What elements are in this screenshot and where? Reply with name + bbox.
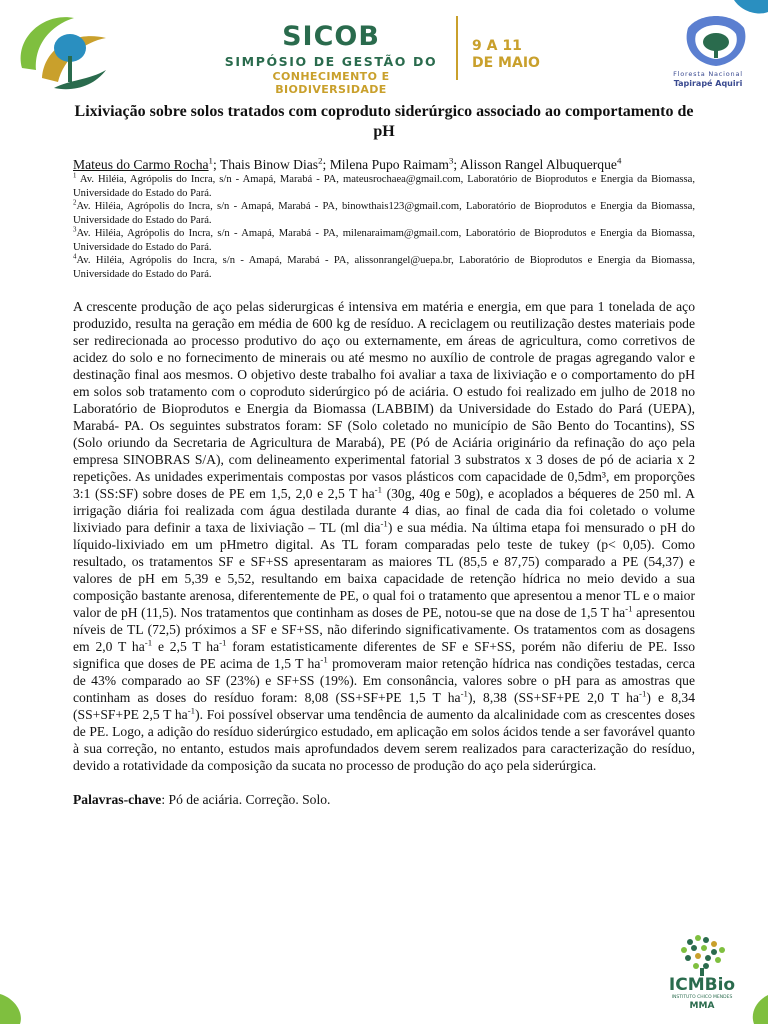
abstract-text: ) e 8,34 (SS+SF+PE 2,5 T ha: [73, 690, 695, 722]
author-separator: ;: [322, 157, 330, 172]
keywords-text: : Pó de aciária. Correção. Solo.: [161, 792, 331, 807]
affiliation-text: Av. Hiléia, Agrópolis do Incra, s/n - Amapá, Marabá - PA, milenaraimam@gmail.com, Laboratório de Bioprodutos e Energia da Biomassa, Universidade do Estado do Pará.: [73, 228, 695, 253]
icmbio-ministry: MMA: [689, 1001, 715, 1011]
author-affiliation-mark: 1: [208, 155, 213, 166]
author-affiliation-mark: 2: [318, 155, 323, 166]
abstract-superscript: -1: [625, 603, 633, 614]
author-affiliation-mark: 3: [449, 155, 454, 166]
abstract-text: (30g, 40g e 50g), e acoplados a béqueres de 250 ml. A irrigação diária foi realizada com água destilada durante 4 dias, ao final de cada dia foi coletado o volume lixiviado para definir a taxa de lixiviação – TL (ml dia: [73, 486, 696, 535]
affiliation-mark: 1: [73, 172, 77, 180]
affiliation-list: [73, 173, 695, 281]
author-name: Alisson Rangel Albuquerque: [459, 157, 617, 172]
keywords-line: [73, 791, 695, 808]
paper-content: [73, 102, 695, 808]
sicob-tree-logo-icon: [14, 8, 114, 94]
affiliation-item: [73, 200, 695, 227]
abstract-superscript: -1: [460, 688, 468, 699]
event-name-block: [218, 22, 444, 96]
abstract-text: promoveram maior retenção hídrica nas condições testadas, cerca de 43% comparado ao SF (23%) e SF+SS (19%). Em consonância, valores sobre o pH para as amostras que continham as doses do resíduo foram: 8,08 (SS+SF+PE 1,5 T ha: [73, 656, 695, 705]
author-separator: ;: [212, 157, 220, 172]
affiliation-item: [73, 173, 695, 200]
event-subtitle-line2: CONHECIMENTO E BIODIVERSIDADE: [272, 70, 390, 96]
affiliation-item: [73, 227, 695, 254]
author-separator: ;: [453, 157, 460, 172]
icmbio-subtitle: INSTITUTO CHICO MENDES: [671, 995, 733, 1000]
author-name: Milena Pupo Raimam: [329, 157, 449, 172]
abstract-superscript: -1: [380, 518, 388, 529]
event-dates: [472, 38, 540, 72]
abstract-text: foram estatisticamente diferentes de SF e SF+SS, porém não diferiu de PE. Isso significa que doses de PE acima de 1,5 T ha: [73, 639, 696, 671]
event-header: [0, 0, 768, 100]
author-name: Mateus do Carmo Rocha: [73, 157, 209, 172]
author-list: [73, 156, 695, 173]
abstract-superscript: -1: [187, 705, 196, 716]
corner-decoration-icon: [728, 0, 768, 20]
leaf-decoration-right-icon: [748, 995, 768, 1024]
event-dates-line2: DE MAIO: [472, 55, 540, 71]
abstract-text: ), 8,38 (SS+SF+PE 2,0 T ha: [467, 690, 639, 705]
abstract-superscript: -1: [144, 637, 153, 648]
icmbio-name: ICMBio: [668, 975, 736, 995]
event-dates-line1: 9 A 11: [472, 38, 522, 54]
paper-title: Lixiviação sobre solos tratados com coproduto siderúrgico associado ao comportamento de pH: [74, 103, 694, 140]
flona-caption-line1: Floresta Nacional: [673, 70, 743, 78]
abstract-text: apresentou níveis de TL (72,5) próximos a SF e SF+SS, não diferindo significativamente. Os tratamentos com as dosagens em 2,0 T ha: [73, 605, 695, 654]
keywords-label: Palavras-chave: [73, 792, 162, 807]
leaf-decoration-icon: [0, 990, 26, 1024]
abstract-superscript: -1: [639, 688, 647, 699]
flona-caption-line2: Tapirapé Aquiri: [673, 79, 743, 88]
event-subtitle-line1: SIMPÓSIO DE GESTÃO DO: [224, 54, 438, 69]
author-affiliation-mark: 4: [616, 155, 622, 166]
event-acronym: SICOB: [282, 21, 380, 52]
abstract-superscript: -1: [374, 484, 382, 495]
affiliation-text: Av. Hiléia, Agrópolis do Incra, s/n - Amapá, Marabá - PA, alissonrangel@uepa.br, Laboratório de Bioprodutos e Energia da Biomassa, Universidade do Estado do Pará.: [73, 255, 695, 280]
abstract-superscript: -1: [219, 637, 227, 648]
affiliation-item: [73, 254, 695, 281]
affiliation-mark: 2: [73, 199, 77, 207]
abstract-text: e 2,5 T ha: [152, 639, 220, 654]
abstract-paragraph: [73, 298, 695, 774]
header-divider: [456, 16, 458, 80]
abstract-superscript: -1: [320, 654, 328, 665]
flona-caption: [660, 70, 756, 88]
affiliation-text: Av. Hiléia, Agrópolis do Incra, s/n - Amapá, Marabá - PA, mateusrochaea@gmail.com, Laboratório de Bioprodutos e Energia da Biomassa, Universidade do Estado do Pará.: [73, 174, 695, 199]
abstract-text: ). Foi possível observar uma tendência de aumento da alcalinidade com as crescentes doses de PE. Logo, a adição do resíduo siderúrgico estudado, em aplicação em solos ácidos tende a ser favorável quanto à sua correção, no entanto, estudos mais aprofundados devem serem realizados para caracterização do resíduo, devido a rotatividade da composição da sucata no processo de produção do aço pela siderúrgica.: [73, 707, 695, 773]
affiliation-mark: 4: [73, 253, 77, 261]
author-name: Thais Binow Dias: [219, 157, 319, 172]
affiliation-text: Av. Hiléia, Agrópolis do Incra, s/n - Amapá, Marabá - PA, binowthais123@gmail.com, Laboratório de Bioprodutos e Energia da Biomassa, Universidade do Estado do Pará.: [73, 201, 695, 226]
abstract-text: A crescente produção de aço pelas siderurgicas é intensiva em matéria e energia, em que para 1 tonelada de aço produzido, resulta na geração em média de 600 kg de resíduo. A reciclagem ou reutilização destes materiais pode ser redirecionada ao processo produtivo do aço ou externamente, em áreas de agricultura, como corretivos de acidez do solo e no fornecimento de minerais ou até mesmo no auxílio de controle de pragas agregando valor e destinação final aos mesmos. O objetivo deste trabalho foi avaliar a taxa de lixiviação e o comportamento do pH em solos sob tratamento com o coproduto siderúrgico pó de aciária. O estudo foi realizado em julho de 2018 no Laboratório de Bioprodutos e Energia da Biomassa (LABBIM) da Universidade do Estado do Pará (UEPA), Marabá- PA. Os seguintes substratos foram: SF (Solo coletado no município de São Bento do Tocantins), SS (Solo oriundo da Secretaria de Agricultura de Marabá), PE (Pó de Aciária originário da refinação do aço pela empresa SINOBRAS S/A), com delineamento experimental fatorial 3 substratos x 3 doses de pó de aciaria x 2 repetições. As unidades experimentais compostas por vasos plásticos com capacidade de 0,5dm³, em proporções 3:1 (SS:SF) sobre doses de PE em 1,5, 2,0 e 2,5 T ha: [73, 299, 695, 501]
affiliation-mark: 3: [73, 226, 77, 234]
icmbio-text-block: [662, 976, 742, 1012]
abstract-text: ) e sua média. Na última etapa foi mensurado o pH do líquido-lixiviado em um pHmetro digital. As TL foram comparadas pelo teste de tukey (p< 0,05). Como resultado, os tratamentos SF e SF+SS apresentaram as maiores TL (85,5 e 87,75) comparado a PE (54,37) e valores de pH em 5,39 e 5,52, resultando em baixa capacidade de retenção hídrica no meio devido a sua composição bastante arenosa, diferentemente de PE, o qual foi o tratamento que apresentou a menor TL e o maior valor de pH (11,5). Nos tratamentos que continham as doses de PE, notou-se que na dose de 1,5 T ha: [73, 520, 695, 620]
